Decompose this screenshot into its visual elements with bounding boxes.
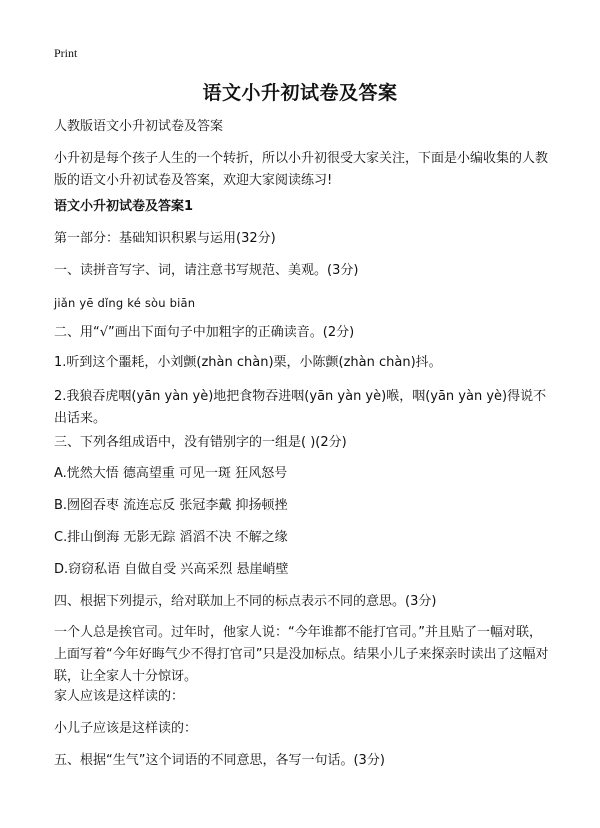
- question-4-story: 一个人总是挨官司。过年时，他家人说：“今年谁都不能打官司。”并且贴了一幅对联，上面写着“今年好晦气少不得打官司”只是没加标点。结果小儿子来探亲时读出了这幅对联，让全家人十分惊讶。: [54, 625, 549, 684]
- question-2-item-2: 2.我狼吞虎咽(yān yàn yè)地把食物吞进咽(yān yàn yè)喉，咽(yān yàn yè)得说不出话来。: [54, 389, 547, 426]
- part-heading: 第一部分：基础知识积累与运用(32分): [54, 231, 276, 246]
- question-1: 一、读拼音写字、词，请注意书写规范、美观。(3分): [54, 263, 359, 278]
- print-link[interactable]: Print: [54, 46, 78, 60]
- intro-paragraph: 小升初是每个孩子人生的一个转折，所以小升初很受大家关注，下面是小编收集的人教版的语文小升初试卷及答案，欢迎大家阅读练习!: [54, 151, 549, 188]
- question-4-son-reading: 小儿子应该是这样读的：: [54, 721, 198, 736]
- question-3-option-c: C.排山倒海 无影无踪 滔滔不决 不解之缘: [54, 530, 288, 545]
- page-title: 语文小升初试卷及答案: [202, 82, 398, 104]
- question-3-option-b: B.囫囵吞枣 流连忘反 张冠李戴 抑扬顿挫: [54, 498, 288, 513]
- subtitle: 人教版语文小升初试卷及答案: [54, 119, 224, 134]
- question-3-option-d: D.窃窃私语 自做自受 兴高采烈 悬崖峭壁: [54, 562, 289, 577]
- question-2: 二、用“√”画出下面句子中加粗字的正确读音。(2分): [54, 325, 355, 340]
- question-5: 五、根据“生气”这个词语的不同意思，各写一句话。(3分): [54, 753, 385, 768]
- question-4: 四、根据下列提示，给对联加上不同的标点表示不同的意思。(3分): [54, 594, 437, 609]
- question-3-option-a: A.恍然大悟 德高望重 可见一斑 狂风怒号: [54, 466, 288, 481]
- question-1-pinyin: jiǎn yē dǐng ké sòu biān: [54, 296, 196, 310]
- question-2-item-1: 1.听到这个噩耗，小刘颤(zhàn chàn)栗，小陈颤(zhàn chàn)抖。: [54, 355, 442, 370]
- question-4-family-reading: 家人应该是这样读的：: [54, 689, 185, 704]
- question-3: 三、下列各组成语中，没有错别字的一组是( )(2分): [54, 435, 347, 450]
- section-heading: 语文小升初试卷及答案1: [54, 199, 194, 214]
